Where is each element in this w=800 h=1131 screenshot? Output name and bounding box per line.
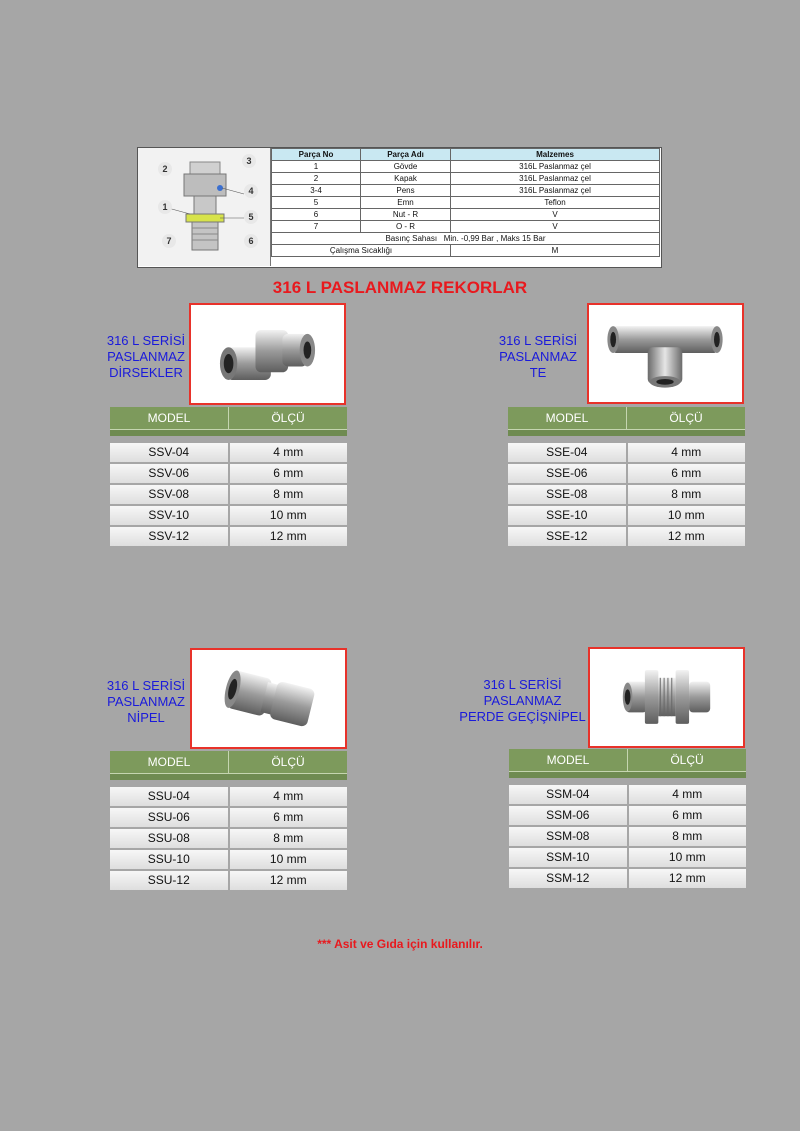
page-title: 316 L PASLANMAZ REKORLAR	[272, 278, 528, 297]
table-row	[272, 185, 660, 197]
label-line: PASLANMAZ	[107, 694, 185, 709]
nipple-fitting-icon	[192, 650, 345, 747]
header-olcu: ÖLÇÜ	[271, 411, 305, 425]
table-row	[110, 850, 347, 869]
header-olcu: ÖLÇÜ	[669, 411, 703, 425]
model-cell: SSU-04	[110, 787, 228, 806]
size-cell: 8 mm	[230, 829, 348, 848]
part-material: 316L Paslanmaz çel	[451, 173, 660, 185]
label-line: PASLANMAZ	[499, 349, 577, 364]
temperature-label: Çalışma Sıcaklığı	[272, 245, 451, 257]
model-cell: SSU-10	[110, 850, 228, 869]
diagram-number: 4	[244, 184, 258, 198]
label-line: PASLANMAZ	[107, 349, 185, 364]
tee-fitting-icon	[589, 305, 742, 402]
table-row	[272, 197, 660, 209]
size-cell: 12 mm	[628, 527, 746, 546]
header-divider	[508, 429, 745, 436]
model-cell: SSU-08	[110, 829, 228, 848]
table-row	[272, 161, 660, 173]
table-row	[110, 527, 347, 546]
part-material: Teflon	[451, 197, 660, 209]
label-line: NİPEL	[127, 710, 165, 725]
header-model: MODEL	[508, 407, 627, 429]
part-material: V	[451, 209, 660, 221]
model-cell: SSM-08	[509, 827, 627, 846]
tee-fitting-photo	[587, 303, 744, 404]
table-row	[508, 443, 745, 462]
label-line: 316 L SERİSİ	[106, 678, 186, 693]
part-name: O - R	[361, 221, 451, 233]
table-row	[110, 464, 347, 483]
spec-table-perde-gecisnipel	[509, 749, 746, 890]
table-row	[509, 806, 746, 825]
bulkhead-fitting-photo	[588, 647, 745, 748]
part-name: Emn	[361, 197, 451, 209]
table-row	[272, 173, 660, 185]
header-model: MODEL	[110, 751, 229, 773]
part-name: Pens	[361, 185, 451, 197]
table-row	[509, 785, 746, 804]
size-cell: 10 mm	[230, 850, 348, 869]
size-cell: 4 mm	[629, 785, 747, 804]
model-cell: SSE-04	[508, 443, 626, 462]
header-model: MODEL	[110, 407, 229, 429]
part-no: 1	[272, 161, 361, 173]
model-cell: SSV-12	[110, 527, 228, 546]
group-label-te	[488, 333, 588, 381]
elbow-fitting-photo	[189, 303, 346, 405]
size-cell: 12 mm	[230, 527, 348, 546]
model-cell: SSV-04	[110, 443, 228, 462]
spec-header	[509, 749, 746, 771]
elbow-fitting-icon	[191, 305, 344, 403]
size-cell: 6 mm	[628, 464, 746, 483]
label-line: PERDE GEÇİŞNİPEL	[459, 709, 586, 724]
header-malzeme: Malzemes	[451, 149, 660, 161]
pressure-label: Basınç Sahası	[385, 234, 438, 243]
header-divider	[509, 771, 746, 778]
fitting-cutaway-diagram	[138, 148, 271, 266]
diagram-number: 5	[244, 210, 258, 224]
size-cell: 8 mm	[628, 485, 746, 504]
part-no: 2	[272, 173, 361, 185]
label-line: 316 L SERİSİ	[106, 333, 186, 348]
temperature-value: M	[451, 245, 660, 257]
bulkhead-fitting-icon	[590, 649, 743, 746]
table-row	[509, 869, 746, 888]
spec-table-dirsekler	[110, 407, 347, 548]
part-name: Gövde	[361, 161, 451, 173]
group-label-dirsekler	[96, 333, 196, 381]
header-parca-no: Parça No	[272, 149, 361, 161]
diagram-number: 6	[244, 234, 258, 248]
size-cell: 6 mm	[230, 464, 348, 483]
table-row	[508, 485, 745, 504]
table-row	[110, 871, 347, 890]
table-row	[508, 464, 745, 483]
table-row	[110, 485, 347, 504]
model-cell: SSV-10	[110, 506, 228, 525]
size-cell: 8 mm	[629, 827, 747, 846]
table-row	[110, 829, 347, 848]
table-row	[509, 848, 746, 867]
table-row	[110, 808, 347, 827]
header-model: MODEL	[509, 749, 628, 771]
spec-header	[508, 407, 745, 429]
spec-table-te	[508, 407, 745, 548]
pressure-row	[272, 233, 660, 245]
model-cell: SSE-08	[508, 485, 626, 504]
label-line: 316 L SERİSİ	[483, 677, 562, 692]
header-divider	[110, 773, 347, 780]
pressure-value: Min. -0,99 Bar , Maks 15 Bar	[443, 234, 546, 243]
size-cell: 4 mm	[628, 443, 746, 462]
header-olcu: ÖLÇÜ	[670, 753, 704, 767]
part-material: 316L Paslanmaz çel	[451, 161, 660, 173]
parts-table	[271, 148, 660, 257]
size-cell: 12 mm	[629, 869, 747, 888]
part-name: Nut - R	[361, 209, 451, 221]
model-cell: SSE-10	[508, 506, 626, 525]
table-row	[508, 527, 745, 546]
model-cell: SSM-04	[509, 785, 627, 804]
label-line: PASLANMAZ	[483, 693, 562, 708]
model-cell: SSU-06	[110, 808, 228, 827]
model-cell: SSE-06	[508, 464, 626, 483]
model-cell: SSM-10	[509, 848, 627, 867]
spec-header	[110, 751, 347, 773]
header-divider	[110, 429, 347, 436]
label-line: DİRSEKLER	[109, 365, 183, 380]
part-no: 7	[272, 221, 361, 233]
table-row	[110, 506, 347, 525]
size-cell: 6 mm	[629, 806, 747, 825]
size-cell: 4 mm	[230, 443, 348, 462]
parts-spec-block	[137, 147, 662, 268]
size-cell: 10 mm	[628, 506, 746, 525]
group-label-perde-gecisnipel	[455, 677, 590, 725]
part-material: 316L Paslanmaz çel	[451, 185, 660, 197]
part-no: 5	[272, 197, 361, 209]
part-material: V	[451, 221, 660, 233]
model-cell: SSV-06	[110, 464, 228, 483]
nipple-fitting-photo	[190, 648, 347, 749]
table-row	[110, 443, 347, 462]
spec-table-nipel	[110, 751, 347, 892]
table-row	[509, 827, 746, 846]
diagram-number: 1	[158, 200, 172, 214]
table-row	[110, 787, 347, 806]
size-cell: 10 mm	[230, 506, 348, 525]
temperature-row	[272, 245, 660, 257]
group-label-nipel	[96, 678, 196, 726]
label-line: TE	[529, 365, 547, 380]
diagram-number: 2	[158, 162, 172, 176]
spec-header	[110, 407, 347, 429]
table-row	[508, 506, 745, 525]
footer-note: *** Asit ve Gıda için kullanılır.	[317, 937, 483, 951]
size-cell: 8 mm	[230, 485, 348, 504]
model-cell: SSM-12	[509, 869, 627, 888]
size-cell: 6 mm	[230, 808, 348, 827]
model-cell: SSU-12	[110, 871, 228, 890]
table-row	[272, 209, 660, 221]
size-cell: 12 mm	[230, 871, 348, 890]
part-name: Kapak	[361, 173, 451, 185]
table-row	[272, 221, 660, 233]
diagram-number: 3	[242, 154, 256, 168]
model-cell: SSE-12	[508, 527, 626, 546]
part-no: 6	[272, 209, 361, 221]
header-parca-adi: Parça Adı	[361, 149, 451, 161]
model-cell: SSV-08	[110, 485, 228, 504]
header-olcu: ÖLÇÜ	[271, 755, 305, 769]
diagram-number: 7	[162, 234, 176, 248]
size-cell: 10 mm	[629, 848, 747, 867]
part-no: 3-4	[272, 185, 361, 197]
label-line: 316 L SERİSİ	[498, 333, 578, 348]
model-cell: SSM-06	[509, 806, 627, 825]
size-cell: 4 mm	[230, 787, 348, 806]
